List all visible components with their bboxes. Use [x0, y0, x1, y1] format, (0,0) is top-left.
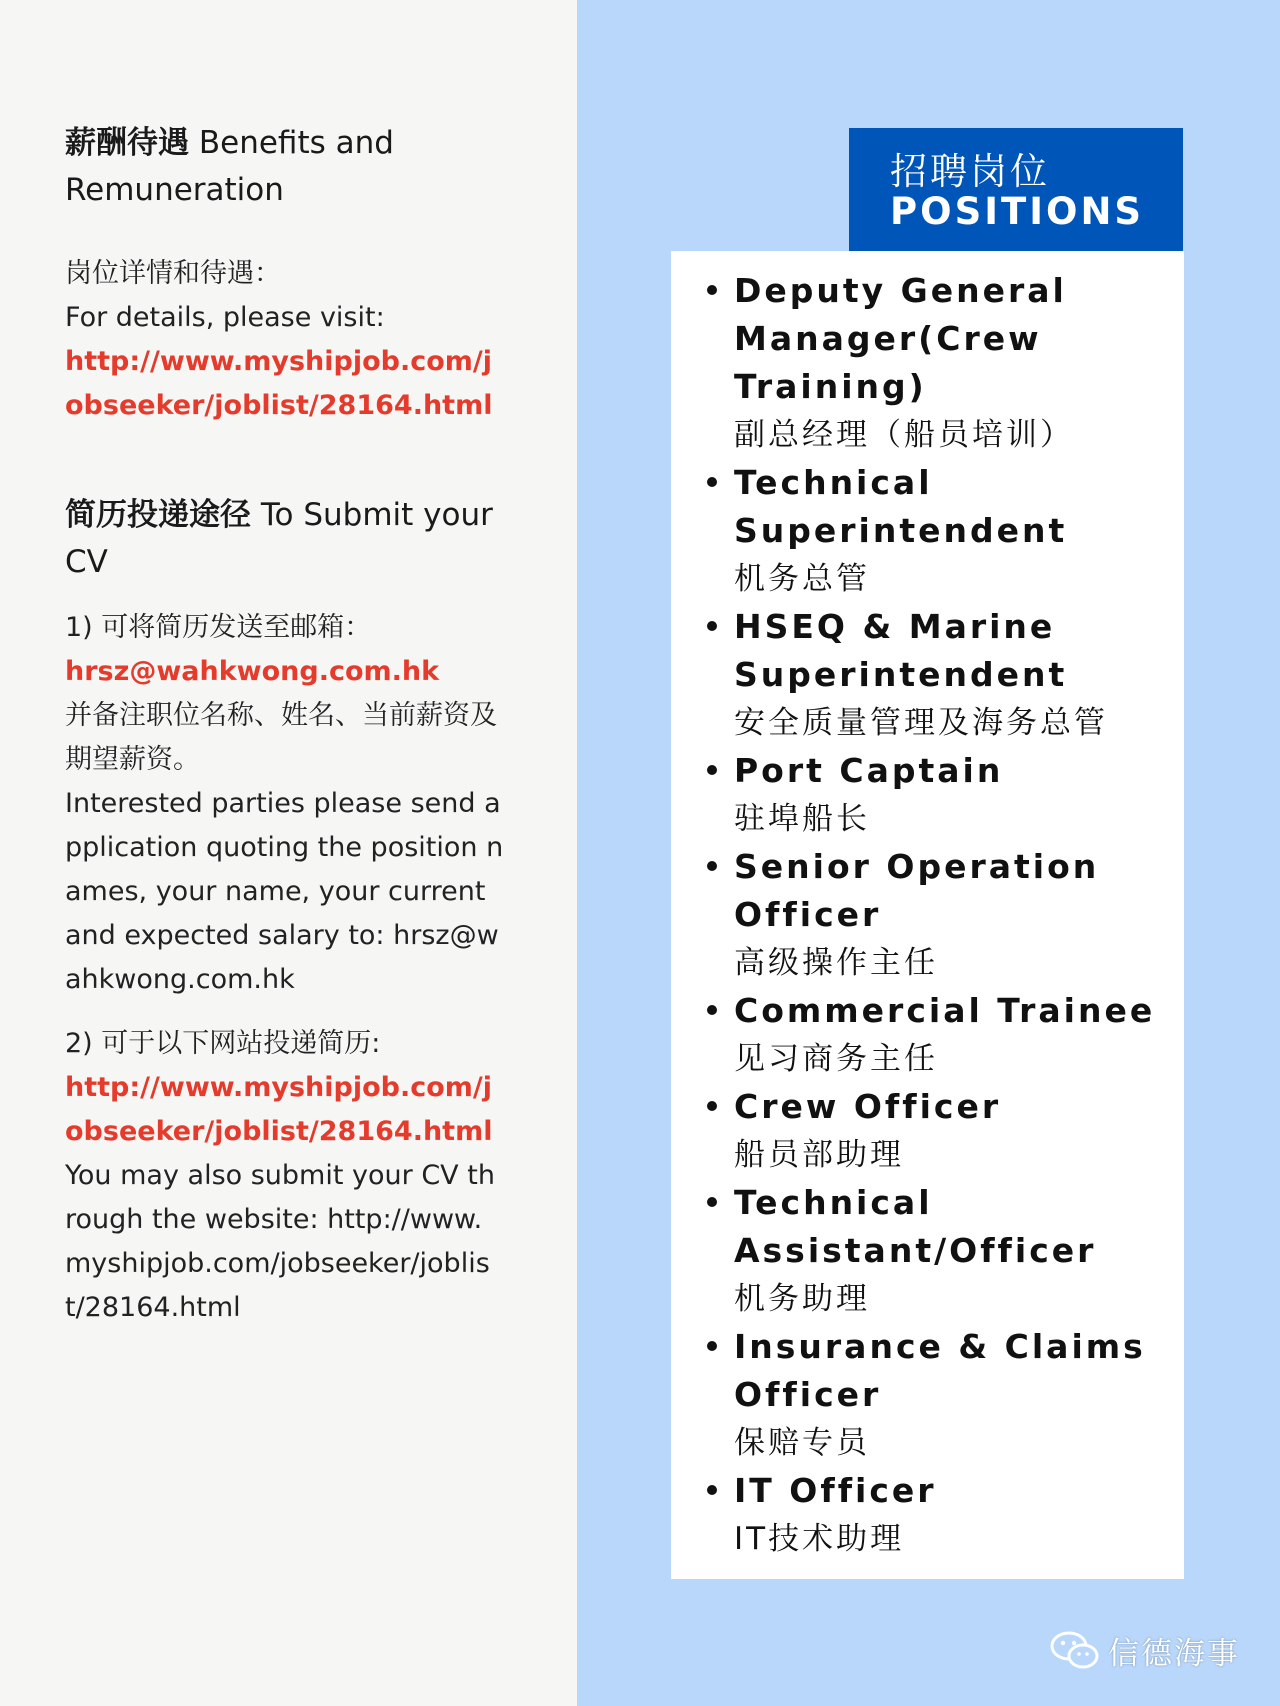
submit-heading: [65, 492, 505, 586]
position-title-cn: 船员部助理: [734, 1137, 904, 1173]
bullet-icon: [707, 765, 717, 775]
position-title-cn: 副总经理（船员培训）: [734, 417, 1074, 453]
watermark-text: 信德海事: [1108, 1635, 1240, 1672]
details-label-cn: 岗位详情和待遇：: [65, 258, 281, 289]
left-content: [65, 120, 505, 1330]
bullet-icon: [707, 861, 717, 871]
wechat-icon: [1050, 1630, 1100, 1670]
position-item: [671, 267, 1184, 459]
details-label-en: For details, please visit:: [65, 302, 385, 333]
position-title-cn: 机务助理: [734, 1281, 870, 1317]
option2-link[interactable]: http://www.myshipjob.com/jobseeker/joblist/28164.html: [65, 1072, 493, 1147]
bullet-icon: [707, 1485, 717, 1495]
position-item: [671, 1323, 1184, 1467]
bullet-icon: [707, 477, 717, 487]
option1-instructions-en: Interested parties please send application quoting the position names, your name, your current and expected salary to: hrsz@wahkwong.com.hk: [65, 788, 504, 995]
positions-header-en: POSITIONS: [890, 190, 1145, 233]
position-item: [671, 603, 1184, 747]
option2-instructions-en: You may also submit your CV through the website: http://www.myshipjob.com/jobseeker/joblist/28164.html: [65, 1160, 495, 1323]
position-item: [671, 1467, 1184, 1563]
position-title-en: Senior Operation Officer: [734, 847, 1100, 934]
bullet-icon: [707, 1197, 717, 1207]
bullet-icon: [707, 285, 717, 295]
details-link[interactable]: http://www.myshipjob.com/jobseeker/joblist/28164.html: [65, 346, 493, 421]
position-item: [671, 1179, 1184, 1323]
position-title-cn: 高级操作主任: [734, 945, 938, 981]
position-title-cn: 机务总管: [734, 561, 870, 597]
benefits-heading-en: Benefits and Remuneration: [65, 125, 394, 208]
option1-email-link[interactable]: hrsz@wahkwong.com.hk: [65, 656, 440, 687]
option1-label: 1) 可将简历发送至邮箱：: [65, 612, 372, 643]
position-item: [671, 459, 1184, 603]
position-title-en: Technical Superintendent: [734, 463, 1068, 550]
benefits-heading: [65, 120, 505, 214]
position-title-cn: 见习商务主任: [734, 1041, 938, 1077]
bullet-icon: [707, 1101, 717, 1111]
positions-list-box: [671, 251, 1184, 1579]
position-title-en: IT Officer: [734, 1471, 937, 1510]
position-item: [671, 1083, 1184, 1179]
watermark: [1050, 1628, 1240, 1672]
position-item: [671, 843, 1184, 987]
benefits-heading-cn: 薪酬待遇: [65, 125, 189, 161]
bullet-icon: [707, 1005, 717, 1015]
positions-header-cn: 招聘岗位: [890, 150, 1050, 193]
position-title-en: Technical Assistant/Officer: [734, 1183, 1097, 1270]
position-title-en: HSEQ & Marine Superintendent: [734, 607, 1068, 694]
position-title-cn: IT技术助理: [734, 1521, 905, 1557]
positions-list: [671, 267, 1184, 1563]
bullet-icon: [707, 1341, 717, 1351]
position-title-cn: 驻埠船长: [734, 801, 870, 837]
position-title-en: Deputy General Manager(Crew Training): [734, 271, 1067, 406]
left-panel: [0, 0, 577, 1706]
position-title-cn: 保赔专员: [734, 1425, 870, 1461]
position-title-cn: 安全质量管理及海务总管: [734, 705, 1108, 741]
position-title-en: Commercial Trainee: [734, 991, 1156, 1030]
option2-label: 2) 可于以下网站投递简历:: [65, 1028, 381, 1059]
position-item: [671, 987, 1184, 1083]
submit-heading-en: To Submit your CV: [65, 497, 493, 580]
option1-note-cn: 并备注职位名称、姓名、当前薪资及期望薪资。: [65, 700, 497, 775]
position-title-en: Port Captain: [734, 751, 1004, 790]
position-title-en: Crew Officer: [734, 1087, 1002, 1126]
position-item: [671, 747, 1184, 843]
position-title-en: Insurance & Claims Officer: [734, 1327, 1146, 1414]
positions-header: [849, 128, 1183, 251]
bullet-icon: [707, 621, 717, 631]
submit-heading-cn: 简历投递途径: [65, 497, 251, 533]
